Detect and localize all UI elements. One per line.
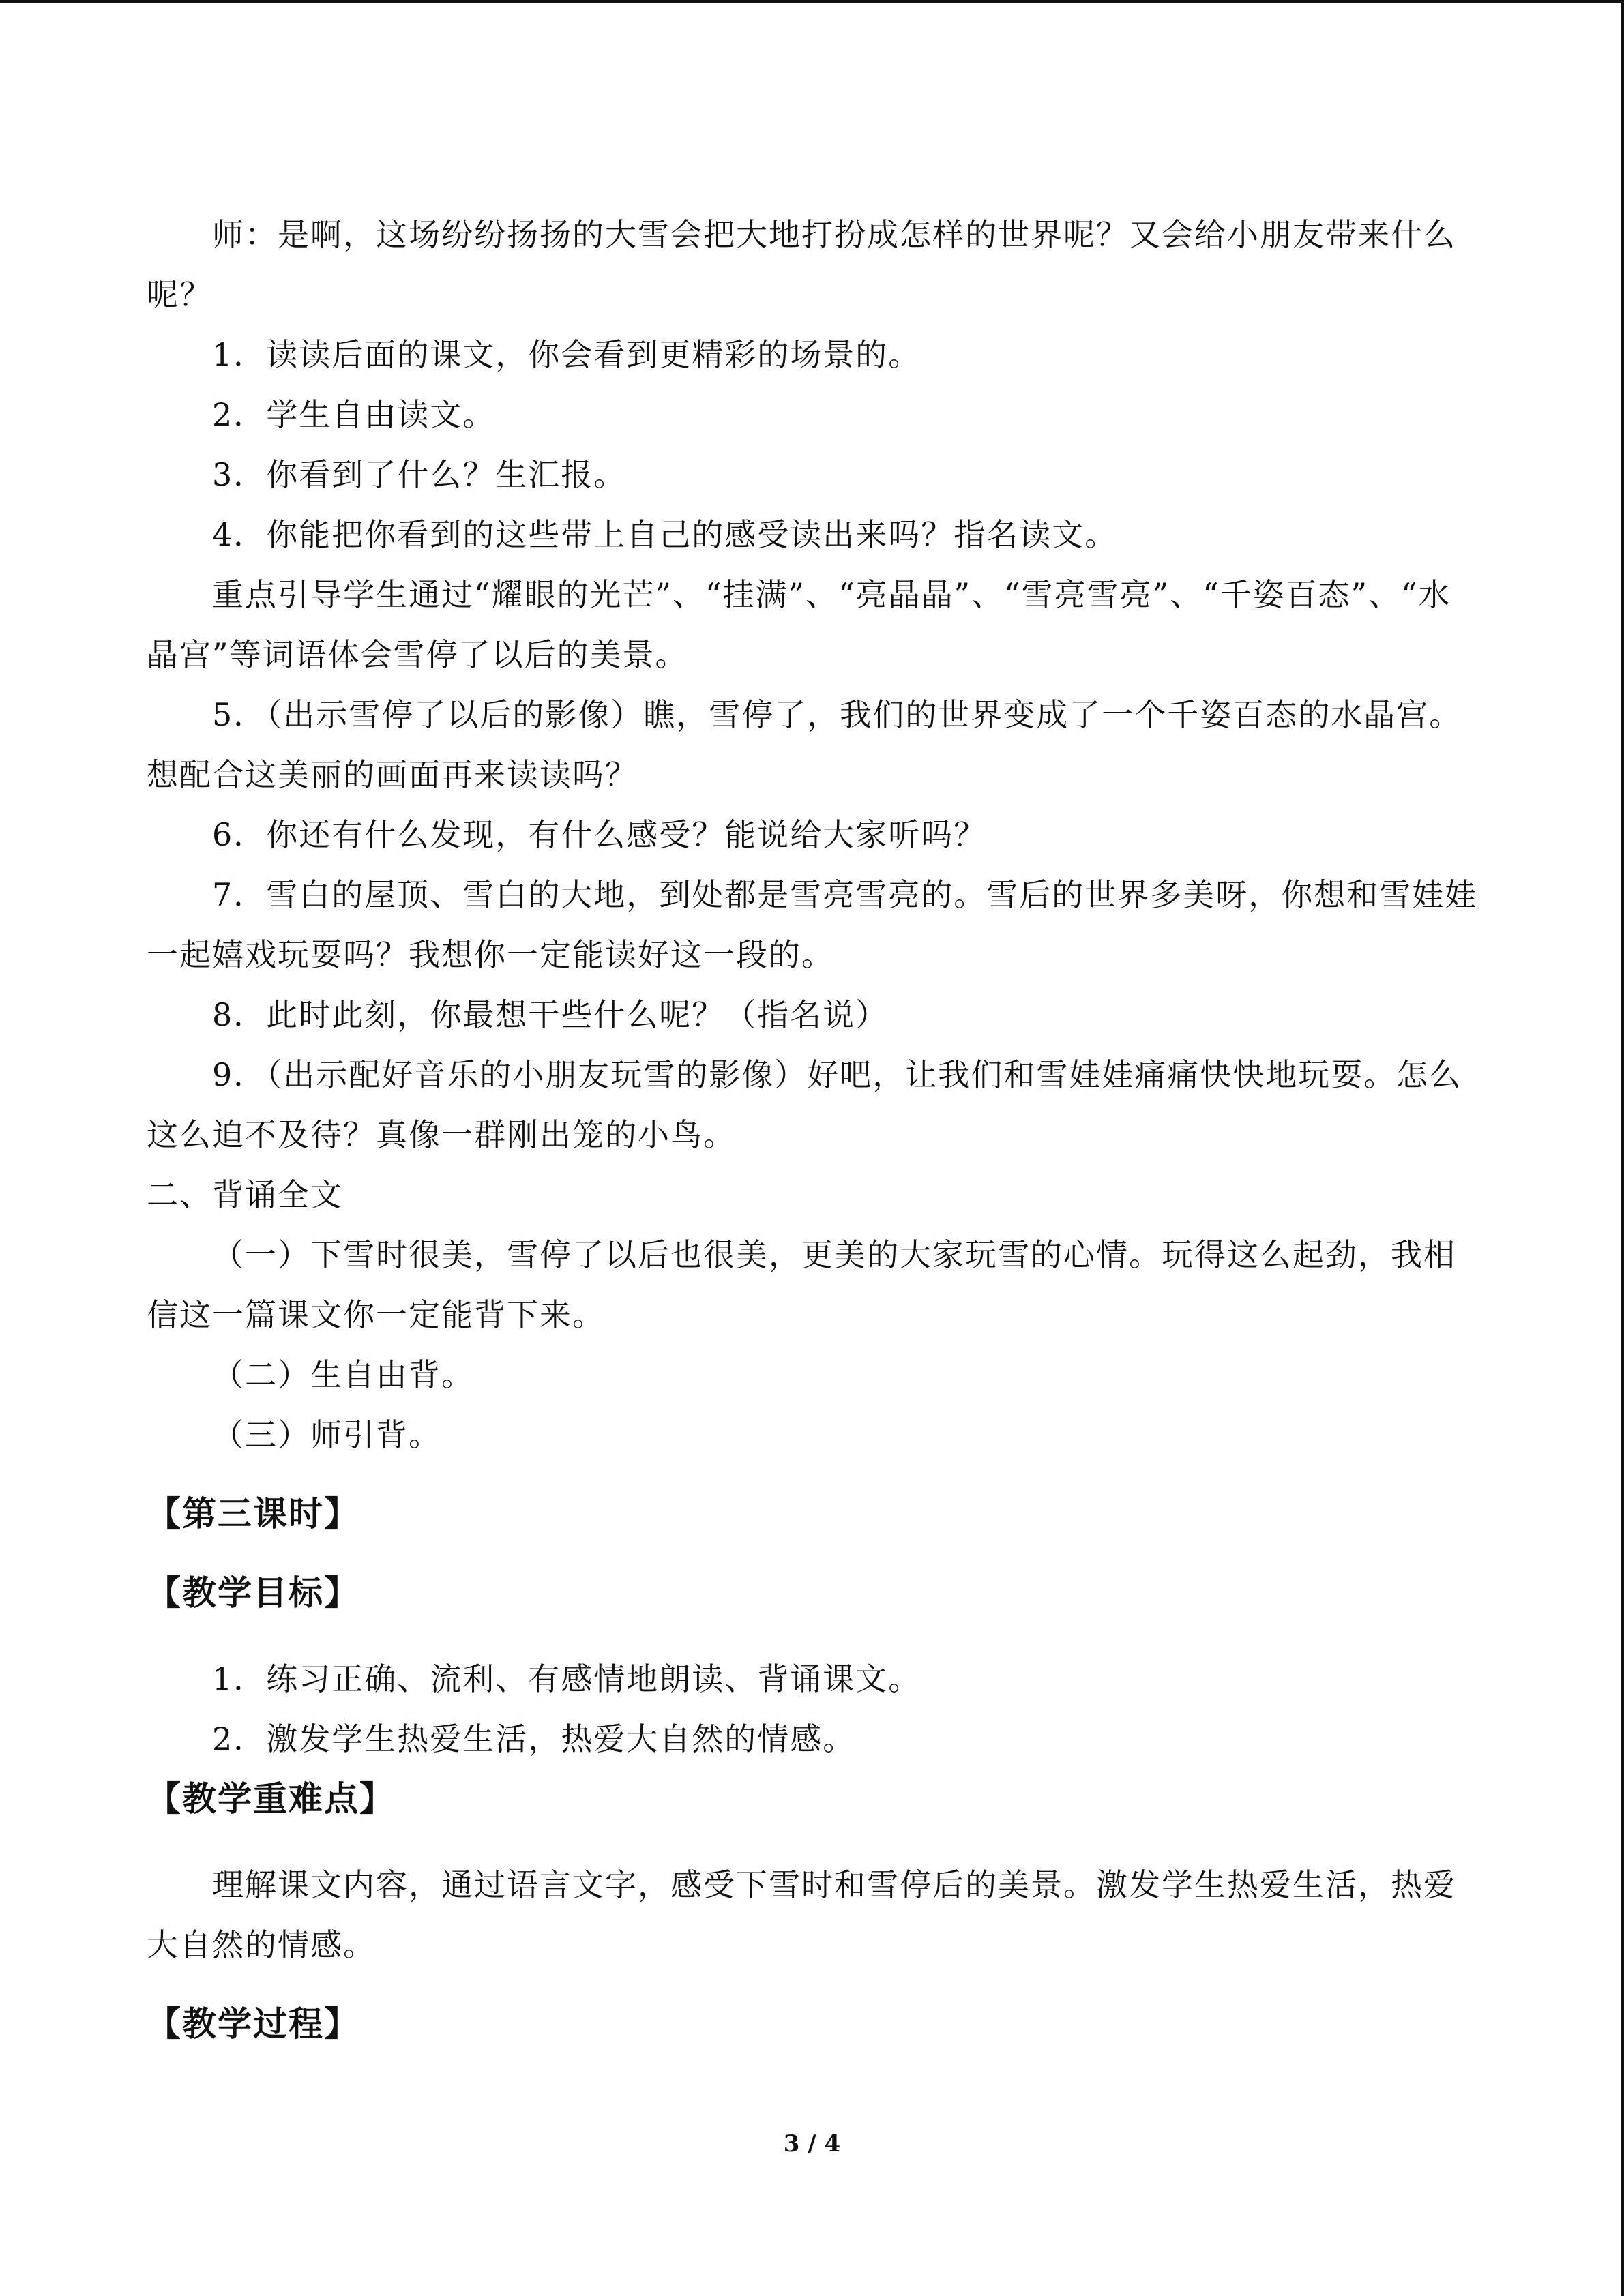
- list-item-6: 6．你还有什么发现，有什么感受？能说给大家听吗？: [212, 816, 987, 853]
- list-item-5: 5．（出示雪停了以后的影像）瞧，雪停了，我们的世界变成了一个千姿百态的水晶宫。想配合这美丽的画面再来读读吗？: [147, 696, 1462, 793]
- section-two-item-2: （二）生自由背。: [212, 1356, 474, 1393]
- paragraph-key-guidance: 重点引导学生通过“耀眼的光芒”、“挂满”、“亮晶晶”、“雪亮雪亮”、“千姿百态”、“水晶宫”等词语体会雪停了以后的美景。: [147, 576, 1451, 673]
- list-item-1: 1．读读后面的课文，你会看到更精彩的场景的。: [212, 336, 921, 373]
- page-top-border: [0, 0, 1624, 3]
- list-item-9: 9．（出示配好音乐的小朋友玩雪的影像）好吧，让我们和雪娃娃痛痛快快地玩耍。怎么这么迫不及待？真像一群刚出笼的小鸟。: [147, 1056, 1462, 1153]
- section-two-item-3: （三）师引背。: [212, 1416, 441, 1453]
- list-item-8: 8．此时此刻，你最想干些什么呢？（指名说）: [212, 996, 889, 1033]
- page-number: 3 / 4: [783, 2130, 841, 2158]
- heading-lesson-three: 【第三课时】: [147, 1494, 359, 1534]
- goal-item-1: 1．练习正确、流利、有感情地朗读、背诵课文。: [212, 1660, 921, 1697]
- key-points-text: 理解课文内容，通过语言文字，感受下雪时和雪停后的美景。激发学生热爱生活，热爱大自然的情感。: [147, 1866, 1456, 1963]
- list-item-3: 3．你看到了什么？生汇报。: [212, 456, 627, 493]
- list-item-4: 4．你能把你看到的这些带上自己的感受读出来吗？指名读文。: [212, 516, 1118, 553]
- heading-teaching-goals: 【教学目标】: [147, 1573, 359, 1613]
- list-item-7: 7．雪白的屋顶、雪白的大地，到处都是雪亮雪亮的。雪后的世界多美呀，你想和雪娃娃一起嬉戏玩耍吗？我想你一定能读好这一段的。: [147, 876, 1478, 973]
- page-content: [147, 205, 1483, 2054]
- paragraph-teacher-question: 师：是啊，这场纷纷扬扬的大雪会把大地打扮成怎样的世界呢？又会给小朋友带来什么呢？: [147, 216, 1456, 313]
- heading-teaching-process: 【教学过程】: [147, 2004, 359, 2044]
- goal-item-2: 2．激发学生热爱生活，热爱大自然的情感。: [212, 1720, 856, 1757]
- heading-key-points: 【教学重难点】: [147, 1779, 395, 1819]
- page-right-border: [1621, 0, 1624, 2296]
- section-two-title: 二、背诵全文: [147, 1176, 343, 1213]
- list-item-2: 2．学生自由读文。: [212, 396, 496, 433]
- section-two-item-1: （一）下雪时很美，雪停了以后也很美，更美的大家玩雪的心情。玩得这么起劲，我相信这一篇课文你一定能背下来。: [147, 1236, 1456, 1333]
